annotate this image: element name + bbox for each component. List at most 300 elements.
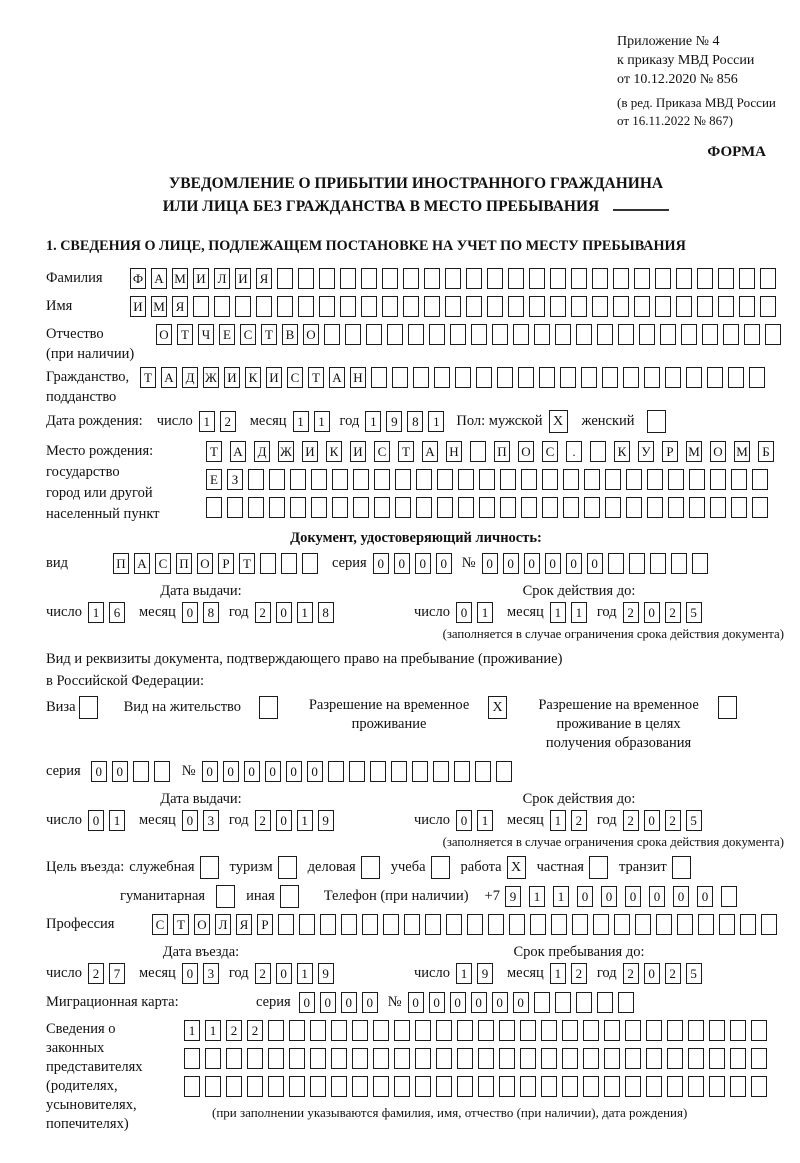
- char-box[interactable]: [433, 761, 449, 782]
- char-box[interactable]: [499, 1020, 515, 1041]
- char-box[interactable]: [455, 367, 471, 388]
- char-box[interactable]: [508, 268, 524, 289]
- char-box[interactable]: 3: [203, 963, 219, 984]
- char-box[interactable]: Д: [182, 367, 198, 388]
- char-box[interactable]: 1: [297, 810, 313, 831]
- char-box[interactable]: [593, 914, 609, 935]
- char-box[interactable]: [605, 497, 621, 518]
- char-box[interactable]: [698, 914, 714, 935]
- char-box[interactable]: [349, 761, 365, 782]
- char-box[interactable]: [412, 761, 428, 782]
- char-box[interactable]: [676, 268, 692, 289]
- char-box[interactable]: У: [638, 441, 654, 462]
- char-box[interactable]: [509, 914, 525, 935]
- char-box[interactable]: О: [156, 324, 172, 345]
- char-box[interactable]: Т: [261, 324, 277, 345]
- char-box[interactable]: [413, 367, 429, 388]
- char-box[interactable]: 9: [505, 886, 521, 907]
- char-box[interactable]: [571, 268, 587, 289]
- char-box[interactable]: [361, 268, 377, 289]
- char-box[interactable]: И: [350, 441, 366, 462]
- char-box[interactable]: [520, 1076, 536, 1097]
- char-box[interactable]: 3: [203, 810, 219, 831]
- char-box[interactable]: [319, 268, 335, 289]
- char-box[interactable]: [667, 1048, 683, 1069]
- char-box[interactable]: [227, 497, 243, 518]
- char-box[interactable]: [581, 367, 597, 388]
- char-box[interactable]: А: [151, 268, 167, 289]
- char-box[interactable]: К: [245, 367, 261, 388]
- char-box[interactable]: К: [326, 441, 342, 462]
- char-box[interactable]: [214, 296, 230, 317]
- char-box[interactable]: [765, 324, 781, 345]
- char-box[interactable]: 2: [255, 602, 271, 623]
- char-box[interactable]: [466, 268, 482, 289]
- char-box[interactable]: [320, 914, 336, 935]
- char-box[interactable]: И: [235, 268, 251, 289]
- visa-checkbox[interactable]: [79, 696, 98, 719]
- char-box[interactable]: С: [155, 553, 171, 574]
- char-box[interactable]: 0: [307, 761, 323, 782]
- char-box[interactable]: [539, 367, 555, 388]
- char-box[interactable]: [751, 1076, 767, 1097]
- char-box[interactable]: 9: [318, 963, 334, 984]
- char-box[interactable]: [646, 1020, 662, 1041]
- char-box[interactable]: [478, 1076, 494, 1097]
- char-box[interactable]: 9: [477, 963, 493, 984]
- char-box[interactable]: [277, 268, 293, 289]
- char-box[interactable]: [551, 914, 567, 935]
- char-box[interactable]: 0: [415, 553, 431, 574]
- char-box[interactable]: [562, 1076, 578, 1097]
- char-box[interactable]: Ч: [198, 324, 214, 345]
- char-box[interactable]: 1: [297, 602, 313, 623]
- char-box[interactable]: [646, 1048, 662, 1069]
- char-box[interactable]: 0: [644, 963, 660, 984]
- purpose-study-checkbox[interactable]: [431, 856, 450, 879]
- char-box[interactable]: Б: [758, 441, 774, 462]
- char-box[interactable]: [373, 1076, 389, 1097]
- char-box[interactable]: З: [227, 469, 243, 490]
- char-box[interactable]: [404, 914, 420, 935]
- char-box[interactable]: [268, 1048, 284, 1069]
- char-box[interactable]: [542, 497, 558, 518]
- char-box[interactable]: Л: [215, 914, 231, 935]
- char-box[interactable]: 1: [477, 602, 493, 623]
- char-box[interactable]: 1: [297, 963, 313, 984]
- char-box[interactable]: [395, 469, 411, 490]
- char-box[interactable]: А: [230, 441, 246, 462]
- char-box[interactable]: [563, 469, 579, 490]
- char-box[interactable]: [311, 469, 327, 490]
- purpose-tourism-checkbox[interactable]: [278, 856, 297, 879]
- char-box[interactable]: [671, 553, 687, 574]
- char-box[interactable]: Я: [172, 296, 188, 317]
- char-box[interactable]: [541, 1048, 557, 1069]
- char-box[interactable]: 0: [492, 992, 508, 1013]
- char-box[interactable]: [278, 914, 294, 935]
- char-box[interactable]: 0: [276, 810, 292, 831]
- char-box[interactable]: [688, 1020, 704, 1041]
- char-box[interactable]: 5: [686, 963, 702, 984]
- char-box[interactable]: 1: [477, 810, 493, 831]
- char-box[interactable]: [415, 1020, 431, 1041]
- char-box[interactable]: [608, 553, 624, 574]
- char-box[interactable]: [668, 469, 684, 490]
- char-box[interactable]: Е: [219, 324, 235, 345]
- purpose-transit-checkbox[interactable]: [672, 856, 691, 879]
- char-box[interactable]: [331, 1020, 347, 1041]
- char-box[interactable]: [634, 296, 650, 317]
- char-box[interactable]: [310, 1020, 326, 1041]
- char-box[interactable]: [629, 553, 645, 574]
- char-box[interactable]: О: [710, 441, 726, 462]
- char-box[interactable]: 2: [226, 1020, 242, 1041]
- char-box[interactable]: [639, 324, 655, 345]
- purpose-other-checkbox[interactable]: [280, 885, 299, 908]
- char-box[interactable]: [626, 469, 642, 490]
- char-box[interactable]: [520, 1048, 536, 1069]
- char-box[interactable]: [488, 914, 504, 935]
- char-box[interactable]: М: [686, 441, 702, 462]
- char-box[interactable]: [478, 1020, 494, 1041]
- char-box[interactable]: [352, 1020, 368, 1041]
- char-box[interactable]: 0: [202, 761, 218, 782]
- char-box[interactable]: [248, 469, 264, 490]
- char-box[interactable]: [226, 1076, 242, 1097]
- char-box[interactable]: 0: [265, 761, 281, 782]
- char-box[interactable]: [184, 1048, 200, 1069]
- char-box[interactable]: [268, 1076, 284, 1097]
- char-box[interactable]: 0: [276, 602, 292, 623]
- char-box[interactable]: Ж: [278, 441, 294, 462]
- char-box[interactable]: 2: [623, 810, 639, 831]
- char-box[interactable]: [425, 914, 441, 935]
- char-box[interactable]: [290, 497, 306, 518]
- char-box[interactable]: 0: [276, 963, 292, 984]
- char-box[interactable]: [247, 1048, 263, 1069]
- char-box[interactable]: [542, 469, 558, 490]
- char-box[interactable]: [650, 553, 666, 574]
- char-box[interactable]: 0: [503, 553, 519, 574]
- char-box[interactable]: [289, 1020, 305, 1041]
- char-box[interactable]: [319, 296, 335, 317]
- char-box[interactable]: 1: [205, 1020, 221, 1041]
- char-box[interactable]: [604, 1076, 620, 1097]
- char-box[interactable]: 2: [571, 963, 587, 984]
- char-box[interactable]: [437, 497, 453, 518]
- char-box[interactable]: [466, 296, 482, 317]
- char-box[interactable]: 0: [223, 761, 239, 782]
- char-box[interactable]: [299, 914, 315, 935]
- char-box[interactable]: 0: [373, 553, 389, 574]
- char-box[interactable]: [730, 1048, 746, 1069]
- char-box[interactable]: [487, 296, 503, 317]
- char-box[interactable]: [387, 324, 403, 345]
- char-box[interactable]: 2: [255, 963, 271, 984]
- char-box[interactable]: 1: [550, 602, 566, 623]
- char-box[interactable]: [436, 1048, 452, 1069]
- char-box[interactable]: [550, 296, 566, 317]
- char-box[interactable]: [467, 914, 483, 935]
- char-box[interactable]: [499, 1076, 515, 1097]
- char-box[interactable]: 0: [482, 553, 498, 574]
- char-box[interactable]: [731, 497, 747, 518]
- char-box[interactable]: [331, 1048, 347, 1069]
- char-box[interactable]: [311, 497, 327, 518]
- char-box[interactable]: [665, 367, 681, 388]
- char-box[interactable]: [352, 1076, 368, 1097]
- char-box[interactable]: Т: [206, 441, 222, 462]
- char-box[interactable]: [739, 296, 755, 317]
- char-box[interactable]: [752, 497, 768, 518]
- char-box[interactable]: [625, 1020, 641, 1041]
- char-box[interactable]: 1: [314, 411, 330, 432]
- char-box[interactable]: [583, 1048, 599, 1069]
- char-box[interactable]: [298, 268, 314, 289]
- char-box[interactable]: [248, 497, 264, 518]
- char-box[interactable]: [562, 1048, 578, 1069]
- char-box[interactable]: И: [193, 268, 209, 289]
- char-box[interactable]: 0: [320, 992, 336, 1013]
- char-box[interactable]: [677, 914, 693, 935]
- char-box[interactable]: [572, 914, 588, 935]
- char-box[interactable]: [289, 1048, 305, 1069]
- char-box[interactable]: [530, 914, 546, 935]
- char-box[interactable]: 0: [471, 992, 487, 1013]
- char-box[interactable]: А: [161, 367, 177, 388]
- char-box[interactable]: [697, 268, 713, 289]
- char-box[interactable]: И: [130, 296, 146, 317]
- char-box[interactable]: [513, 324, 529, 345]
- char-box[interactable]: [718, 296, 734, 317]
- char-box[interactable]: [702, 324, 718, 345]
- char-box[interactable]: [247, 1076, 263, 1097]
- char-box[interactable]: 0: [182, 810, 198, 831]
- char-box[interactable]: [676, 296, 692, 317]
- char-box[interactable]: [667, 1020, 683, 1041]
- char-box[interactable]: 9: [318, 810, 334, 831]
- char-box[interactable]: [660, 324, 676, 345]
- char-box[interactable]: [353, 497, 369, 518]
- char-box[interactable]: [730, 1020, 746, 1041]
- char-box[interactable]: [520, 1020, 536, 1041]
- char-box[interactable]: [634, 268, 650, 289]
- char-box[interactable]: [647, 497, 663, 518]
- char-box[interactable]: [382, 296, 398, 317]
- char-box[interactable]: [692, 553, 708, 574]
- char-box[interactable]: 9: [386, 411, 402, 432]
- char-box[interactable]: [618, 324, 634, 345]
- char-box[interactable]: [752, 469, 768, 490]
- char-box[interactable]: [373, 1020, 389, 1041]
- char-box[interactable]: 1: [365, 411, 381, 432]
- char-box[interactable]: 0: [394, 553, 410, 574]
- char-box[interactable]: 2: [665, 602, 681, 623]
- char-box[interactable]: [479, 497, 495, 518]
- char-box[interactable]: [689, 469, 705, 490]
- char-box[interactable]: 0: [456, 602, 472, 623]
- char-box[interactable]: [604, 1020, 620, 1041]
- char-box[interactable]: [374, 469, 390, 490]
- char-box[interactable]: И: [302, 441, 318, 462]
- char-box[interactable]: [721, 886, 737, 907]
- char-box[interactable]: [434, 367, 450, 388]
- char-box[interactable]: [597, 324, 613, 345]
- char-box[interactable]: [500, 497, 516, 518]
- char-box[interactable]: И: [266, 367, 282, 388]
- char-box[interactable]: 2: [247, 1020, 263, 1041]
- char-box[interactable]: 0: [566, 553, 582, 574]
- char-box[interactable]: [373, 1048, 389, 1069]
- char-box[interactable]: [555, 992, 571, 1013]
- char-box[interactable]: 0: [182, 602, 198, 623]
- male-checkbox[interactable]: X: [549, 410, 568, 433]
- char-box[interactable]: Т: [308, 367, 324, 388]
- char-box[interactable]: [416, 497, 432, 518]
- char-box[interactable]: 2: [665, 963, 681, 984]
- char-box[interactable]: 1: [293, 411, 309, 432]
- char-box[interactable]: К: [614, 441, 630, 462]
- char-box[interactable]: [576, 992, 592, 1013]
- char-box[interactable]: [497, 367, 513, 388]
- char-box[interactable]: 1: [553, 886, 569, 907]
- temp-residence-education-checkbox[interactable]: [718, 696, 737, 719]
- char-box[interactable]: 0: [341, 992, 357, 1013]
- char-box[interactable]: [205, 1048, 221, 1069]
- char-box[interactable]: [193, 296, 209, 317]
- char-box[interactable]: О: [194, 914, 210, 935]
- char-box[interactable]: [457, 1020, 473, 1041]
- purpose-private-checkbox[interactable]: [589, 856, 608, 879]
- char-box[interactable]: [719, 914, 735, 935]
- char-box[interactable]: 2: [220, 411, 236, 432]
- char-box[interactable]: [728, 367, 744, 388]
- char-box[interactable]: [277, 296, 293, 317]
- char-box[interactable]: П: [494, 441, 510, 462]
- char-box[interactable]: Т: [239, 553, 255, 574]
- char-box[interactable]: [723, 324, 739, 345]
- char-box[interactable]: [626, 497, 642, 518]
- char-box[interactable]: 0: [286, 761, 302, 782]
- char-box[interactable]: 5: [686, 602, 702, 623]
- char-box[interactable]: [541, 1020, 557, 1041]
- char-box[interactable]: [644, 367, 660, 388]
- char-box[interactable]: [618, 992, 634, 1013]
- char-box[interactable]: [590, 441, 606, 462]
- char-box[interactable]: [340, 268, 356, 289]
- char-box[interactable]: [416, 469, 432, 490]
- char-box[interactable]: [635, 914, 651, 935]
- char-box[interactable]: [457, 1048, 473, 1069]
- char-box[interactable]: [205, 1076, 221, 1097]
- char-box[interactable]: 2: [623, 963, 639, 984]
- char-box[interactable]: [362, 914, 378, 935]
- char-box[interactable]: [436, 1076, 452, 1097]
- char-box[interactable]: С: [152, 914, 168, 935]
- char-box[interactable]: .: [566, 441, 582, 462]
- char-box[interactable]: 1: [88, 602, 104, 623]
- char-box[interactable]: 0: [697, 886, 713, 907]
- char-box[interactable]: [689, 497, 705, 518]
- char-box[interactable]: [613, 296, 629, 317]
- char-box[interactable]: [457, 1076, 473, 1097]
- char-box[interactable]: Т: [398, 441, 414, 462]
- char-box[interactable]: [668, 497, 684, 518]
- char-box[interactable]: 0: [456, 810, 472, 831]
- char-box[interactable]: 0: [91, 761, 107, 782]
- char-box[interactable]: [529, 296, 545, 317]
- char-box[interactable]: [328, 761, 344, 782]
- char-box[interactable]: [478, 1048, 494, 1069]
- char-box[interactable]: [256, 296, 272, 317]
- char-box[interactable]: [521, 497, 537, 518]
- char-box[interactable]: [415, 1076, 431, 1097]
- char-box[interactable]: [184, 1076, 200, 1097]
- char-box[interactable]: [353, 469, 369, 490]
- char-box[interactable]: [571, 296, 587, 317]
- char-box[interactable]: [697, 296, 713, 317]
- char-box[interactable]: 0: [112, 761, 128, 782]
- char-box[interactable]: [458, 497, 474, 518]
- char-box[interactable]: [518, 367, 534, 388]
- purpose-business-checkbox[interactable]: [361, 856, 380, 879]
- char-box[interactable]: [310, 1076, 326, 1097]
- char-box[interactable]: 2: [623, 602, 639, 623]
- char-box[interactable]: [751, 1020, 767, 1041]
- char-box[interactable]: [383, 914, 399, 935]
- char-box[interactable]: 0: [545, 553, 561, 574]
- char-box[interactable]: [592, 268, 608, 289]
- char-box[interactable]: [709, 1048, 725, 1069]
- char-box[interactable]: М: [151, 296, 167, 317]
- char-box[interactable]: [584, 497, 600, 518]
- char-box[interactable]: [310, 1048, 326, 1069]
- char-box[interactable]: [647, 469, 663, 490]
- char-box[interactable]: М: [172, 268, 188, 289]
- char-box[interactable]: [604, 1048, 620, 1069]
- char-box[interactable]: [370, 761, 386, 782]
- char-box[interactable]: С: [240, 324, 256, 345]
- char-box[interactable]: [206, 497, 222, 518]
- char-box[interactable]: [340, 296, 356, 317]
- char-box[interactable]: [602, 367, 618, 388]
- char-box[interactable]: [625, 1076, 641, 1097]
- char-box[interactable]: [437, 469, 453, 490]
- char-box[interactable]: [496, 761, 512, 782]
- char-box[interactable]: 1: [571, 602, 587, 623]
- char-box[interactable]: 1: [109, 810, 125, 831]
- char-box[interactable]: [710, 497, 726, 518]
- char-box[interactable]: Н: [446, 441, 462, 462]
- char-box[interactable]: М: [734, 441, 750, 462]
- char-box[interactable]: 0: [577, 886, 593, 907]
- char-box[interactable]: [424, 268, 440, 289]
- char-box[interactable]: [541, 1076, 557, 1097]
- char-box[interactable]: [681, 324, 697, 345]
- char-box[interactable]: [563, 497, 579, 518]
- char-box[interactable]: [374, 497, 390, 518]
- char-box[interactable]: [667, 1076, 683, 1097]
- purpose-work-checkbox[interactable]: X: [507, 856, 526, 879]
- char-box[interactable]: 2: [571, 810, 587, 831]
- char-box[interactable]: С: [542, 441, 558, 462]
- char-box[interactable]: Т: [177, 324, 193, 345]
- char-box[interactable]: Р: [257, 914, 273, 935]
- char-box[interactable]: Ж: [203, 367, 219, 388]
- char-box[interactable]: [445, 296, 461, 317]
- char-box[interactable]: [332, 497, 348, 518]
